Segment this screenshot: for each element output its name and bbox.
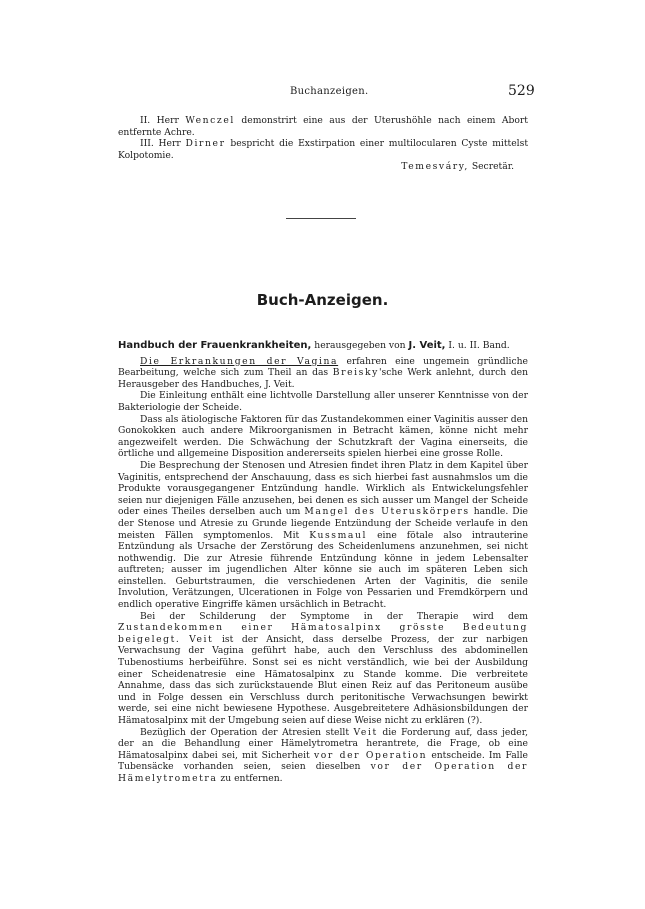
review-paragraph-4: Die Besprechung der Stenosen und Atresien findet ihren Platz in dem Kapitel über Vaginitis, entsprechend der Anschauung, dass es sich hierbei fast ausnahmslos um die Produkte vorausgegangener Entzündung handle. Wirklich als Entwickelungsfehler seien nur diejenigen Fälle anzusehen, bei denen es sich ausser um Mangel der Scheide oder eines Theiles derselben auch um Mangel des Uteruskörpers handle. Die der Stenose und Atresie zu Grunde liegende Entzündung der Scheide verlaufe in den meisten Fällen symptomenlos. Mit Kussmaul eine fötale also intrauterine Entzündung als Ursache der Zerstörung des Scheidenlumens anzunehmen, sei nicht nothwendig. Die zur Atresie führende Entzündung könne in jedem Lebensalter auftreten; ausser im jugendlichen Alter könne sie auch im späteren Leben sich einstellen. Geburtstraumen, die verschiedenen Arten der Vaginitis, die senile Involution, Verätzungen, Ulcerationen in Folge von Pessarien und Fremdkörpern und endlich operative Eingriffe kämen ursächlich in Betracht. [118,459,529,611]
review-paragraph-1: Die Erkrankungen der Vagina erfahren eine ungemein gründliche Bearbeitung, welche sich zum Theil an das Breisky'sche Werk anlehnt, durch den Herausgeber des Handbuches, J. Veit. [118,355,528,390]
review-paragraph-5: Bei der Schilderung der Symptome in der Therapie wird dem Zustandekommen einer Hämatosalpinx grösste Bedeutung beigelegt. Veit ist der Ansicht, dass derselbe Prozess, der zur narbigen Verwachsung der Vagina geführt habe, auch den Verschluss des abdominellen Tubenostiums herbeiführe. Sonst sei es nicht verständlich, wie bei der Ausbildung einer Scheidenatresie eine Hämatosalpinx zu Stande komme. Die verbreitete Annahme, dass das sich zurückstauende Blut einen Reiz auf das Peritoneum ausübe und in Folge dessen ein Verschluss durch peritonitische Verwachsungen bewirkt werde, sei eine nicht bewiesene Hypothese. Ausgebreitetere Adhäsionsbildungen der Hämatosalpinx mit der Umgebung seien auf diese Weise nicht zu erklären (?). [118,610,529,726]
minutes-item-2: II. Herr Wenczel demonstrirt eine aus der Uterushöhle nach einem Abort entfernte Achre. [118,115,528,138]
speaker-name: Wenczel [185,115,235,126]
book-review [118,340,528,785]
review-paragraph-2: Die Einleitung enthält eine lichtvolle Darstellung aller unserer Kenntnisse von der Bakteriologie der Scheide. [118,390,528,413]
review-paragraph-6: Bezüglich der Operation der Atresien stellt Veit die Forderung auf, dass jeder, der an die Behandlung einer Hämelytrometra herantrete, die Frage, ob eine Hämatosalpinx dabei sei, mit Sicherheit vor der Operation entscheide. Im Falle Tubensäcke vorhanden seien, seien dieselben vor der Operation der Hämelytrometra zu entfernen. [118,726,529,784]
meeting-minutes [118,115,528,173]
secretary-signature: Temesváry, Secretär. [401,161,514,173]
section-divider [286,218,356,219]
minutes-item-3: III. Herr Dirner bespricht die Exstirpation einer multilocularen Cyste mittelst Kolpotomie. [118,138,529,161]
page-number: 529 [508,83,535,99]
review-paragraph-3: Dass als ätiologische Faktoren für das Zustandekommen einer Vaginitis ausser den Gonokokken auch andere Mikroorganismen in Betracht kämen, könne nicht mehr angezweifelt werden. Die Schwächung der Schutzkraft der Vagina einerseits, die örtliche und allgemeine Disposition andererseits spielen hierbei eine grosse Rolle. [118,413,528,460]
speaker-name: Dirner [185,138,226,150]
book-title: Handbuch der Frauenkrankheiten, [118,340,312,351]
signature-line [118,161,528,173]
volume-label: I. u. II. Band. [448,340,510,351]
section-title: Buch-Anzeigen. [256,291,389,309]
editor-name: J. Veit, [408,340,446,351]
review-heading: Handbuch der Frauenkrankheiten, herausgegeben von J. Veit, I. u. II. Band. [118,340,510,351]
running-title: Buchanzeigen. [290,86,369,97]
